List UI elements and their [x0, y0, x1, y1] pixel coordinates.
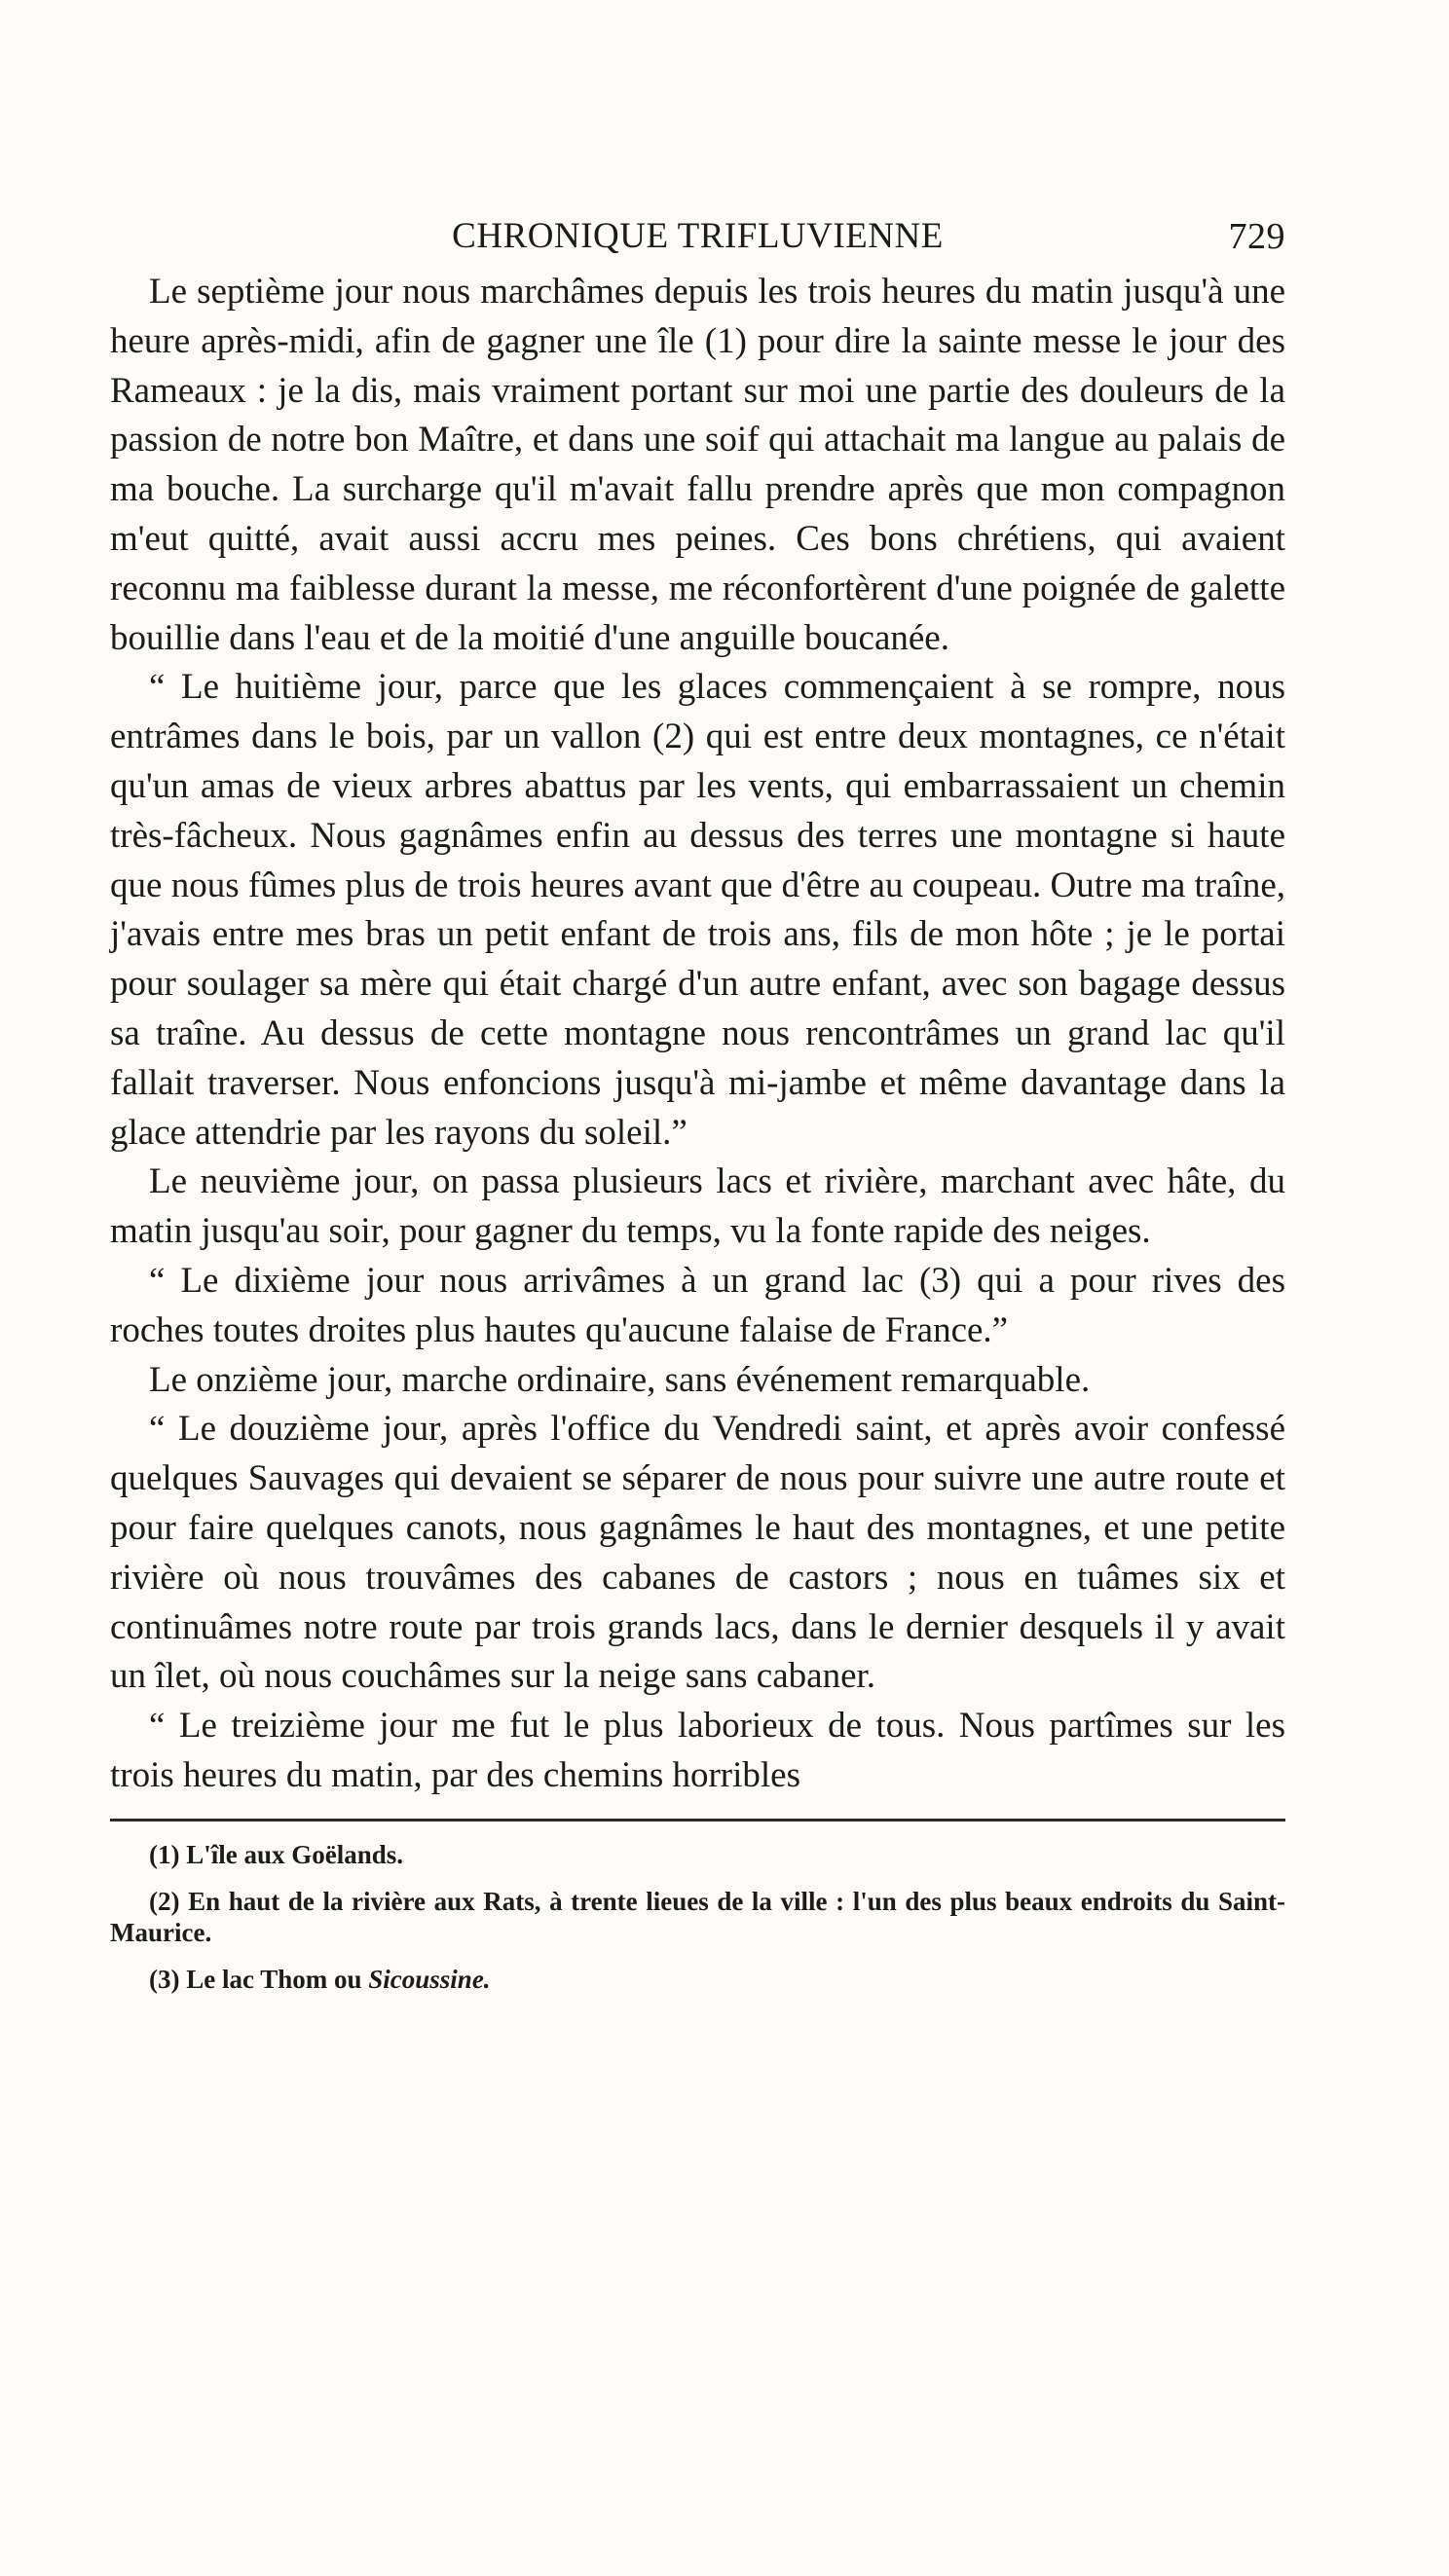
footnote [110, 1839, 1285, 1870]
footnote-italic-text: Sicoussine. [368, 1964, 491, 1994]
running-head [110, 209, 1285, 268]
paragraph: “ Le huitième jour, parce que les glaces commençaient à se rompre, nous entrâmes dans le bois, par un vallon (2) qui est entre deux montagnes, ce n'était qu'un amas de vieux arbres abattus par les vents, qui embarrassaient un chemin très-fâcheux. Nous gagnâmes enfin au dessus des terres une montagne si haute que nous fûmes plus de trois heures avant que d'être au coupeau. Outre ma traîne, j'avais entre mes bras un petit enfant de trois ans, fils de mon hôte ; je le portai pour soulager sa mère qui était chargé d'un autre enfant, avec son bagage dessus sa traîne. Au dessus de cette montagne nous rencontrâmes un grand lac qu'il fallait traverser. Nous enfoncions jusqu'à mi-jambe et même davantage dans la glace attendrie par les rayons du soleil.” [110, 667, 1285, 1153]
body-text [110, 268, 1285, 1801]
running-title: CHRONIQUE TRIFLUVIENNE [452, 216, 944, 256]
page-number: 729 [1228, 216, 1285, 257]
paragraph: Le onzième jour, marche ordinaire, sans événement remarquable. [149, 1359, 1091, 1400]
paragraph: Le septième jour nous marchâmes depuis les trois heures du matin jusqu'à une heure après-midi, afin de gagner une île (1) pour dire la sainte messe le jour des Rameaux : je la dis, mais vraiment portant sur moi une partie des douleurs de la passion de notre bon Maître, et dans une soif qui attachait ma langue au palais de ma bouche. La surcharge qu'il m'avait fallu prendre après que mon compagnon m'eut quitté, avait aussi accru mes peines. Ces bons chrétiens, qui avaient reconnu ma faiblesse durant la messe, me réconfortèrent d'une poignée de galette bouillie dans l'eau et de la moitié d'une anguille boucanée. [110, 272, 1285, 658]
footnote [110, 1964, 1285, 1995]
paragraph: “ Le treizième jour me fut le plus laborieux de tous. Nous partîmes sur les trois heures du matin, par des chemins horribles [110, 1706, 1285, 1795]
footnote-text: (1) L'île aux Goëlands. [149, 1839, 404, 1869]
footnote-text: (2) En haut de la rivière aux Rats, à trente lieues de la ville : l'un des plus beaux endroits du Saint-Maurice. [110, 1886, 1285, 1947]
footnote [110, 1886, 1285, 1948]
paragraph: Le neuvième jour, on passa plusieurs lacs et rivière, marchant avec hâte, du matin jusqu'au soir, pour gagner du temps, vu la fonte rapide des neiges. [110, 1161, 1285, 1252]
footnote-rule [110, 1819, 1285, 1822]
paragraph: “ Le dixième jour nous arrivâmes à un grand lac (3) qui a pour rives des roches toutes droites plus hautes qu'aucune falaise de France.” [110, 1260, 1285, 1350]
paragraph: “ Le douzième jour, après l'office du Vendredi saint, et après avoir confessé quelques Sauvages qui devaient se séparer de nous pour suivre une autre route et pour faire quelques canots, nous gagnâmes le haut des montagnes, et une petite rivière où nous trouvâmes des cabanes de castors ; nous en tuâmes six et continuâmes notre route par trois grands lacs, dans le dernier desquels il y avait un îlet, où nous couchâmes sur la neige sans cabaner. [110, 1409, 1285, 1697]
footnote-text: (3) Le lac Thom ou [149, 1964, 369, 1994]
book-page [110, 209, 1285, 2010]
footnotes [110, 1839, 1285, 1995]
